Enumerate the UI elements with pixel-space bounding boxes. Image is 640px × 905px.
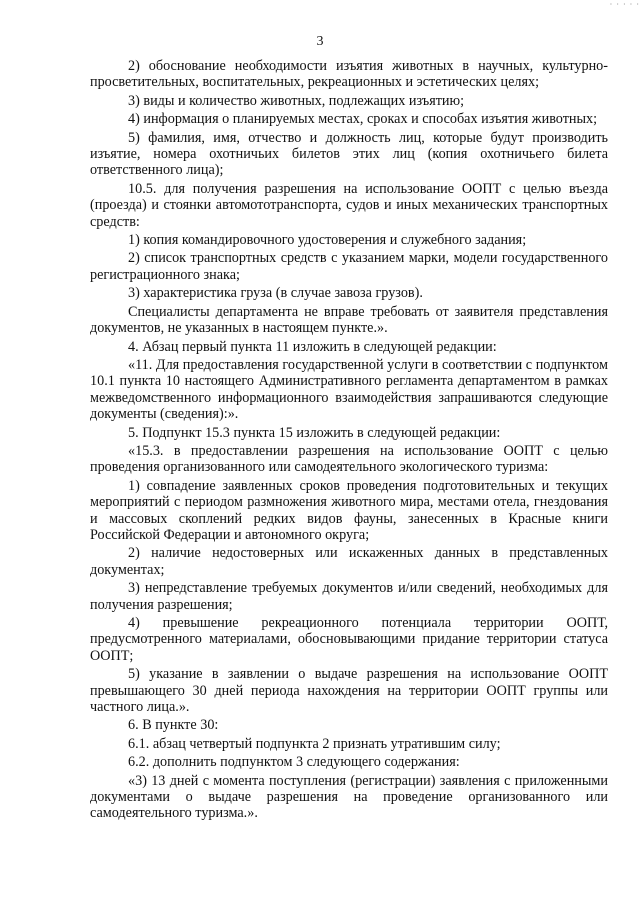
paragraph: 1) совпадение заявленных сроков проведения подготовительных и текущих мероприятий с периодом размножения животного мира, местами отела, гнездования и массовых скоплений редких видов фауны, занесенных в Красные книги Российской Федерации и автономного округа;: [90, 477, 608, 543]
page-number: 3: [316, 34, 324, 49]
paragraph: «11. Для предоставления государственной услуги в соответствии с подпунктом 10.1 пункта 10 настоящего Административного регламента департаментом в рамках межведомственного информационного взаимодействия запрашиваются следующие документы (сведения):».: [90, 356, 608, 423]
paragraph: 6. В пункте 30:: [128, 717, 219, 734]
paragraph: 3) непредставление требуемых документов и/или сведений, необходимых для получения разрешения;: [90, 580, 608, 613]
paragraph: 10.5. для получения разрешения на использование ООПТ с целью въезда (проезда) и стоянки автомототранспорта, судов и иных механических транспортных средств:: [90, 180, 608, 230]
paragraph: 2) обоснование необходимости изъятия животных в научных, культурно-просветительных, воспитательных, рекреационных и эстетических целях;: [90, 58, 608, 91]
paragraph: 4. Абзац первый пункта 11 изложить в следующей редакции:: [128, 338, 497, 355]
paragraph: 6.1. абзац четвертый подпункта 2 признать утратившим силу;: [128, 735, 501, 752]
paragraph: 6.2. дополнить подпунктом 3 следующего содержания:: [128, 754, 460, 771]
paragraph: «15.3. в предоставлении разрешения на использование ООПТ с целью проведения организованного или самодеятельного экологического туризма:: [90, 442, 608, 476]
paragraph: 5) указание в заявлении о выдаче разрешения на использование ООПТ превышающего 30 дней периода нахождения на территории ООПТ группы или частного лица.».: [90, 666, 608, 716]
document-body: [90, 58, 608, 824]
paragraph: 5. Подпункт 15.3 пункта 15 изложить в следующей редакции:: [128, 424, 501, 441]
paragraph: «3) 13 дней с момента поступления (регистрации) заявления с приложенными документами о выдаче разрешения на проведение организованного или самодеятельного туризма.».: [90, 772, 608, 822]
paragraph: 4) информация о планируемых местах, сроках и способах изъятия животных;: [128, 111, 598, 128]
paragraph: 2) наличие недостоверных или искаженных данных в представленных документах;: [90, 545, 608, 578]
paragraph: 3) характеристика груза (в случае завоза грузов).: [128, 285, 423, 302]
paragraph: 5) фамилия, имя, отчество и должность лиц, которые будут производить изъятие, номера охотничьих билетов этих лиц (копия охотничьего билета ответственного лица);: [90, 129, 608, 179]
corner-scan-mark: · · · · ·: [609, 0, 640, 9]
paragraph: Специалисты департамента не вправе требовать от заявителя представления документов, не указанных в настоящем пункте.».: [90, 303, 608, 337]
paragraph: 4) превышение рекреационного потенциала территории ООПТ, предусмотренного материалами, обосновывающими придание территории статуса ООПТ;: [90, 615, 608, 664]
paragraph: 3) виды и количество животных, подлежащих изъятию;: [128, 92, 465, 109]
paragraph: 1) копия командировочного удостоверения и служебного задания;: [128, 232, 527, 249]
paragraph: 2) список транспортных средств с указанием марки, модели государственного регистрационного знака;: [90, 250, 608, 283]
